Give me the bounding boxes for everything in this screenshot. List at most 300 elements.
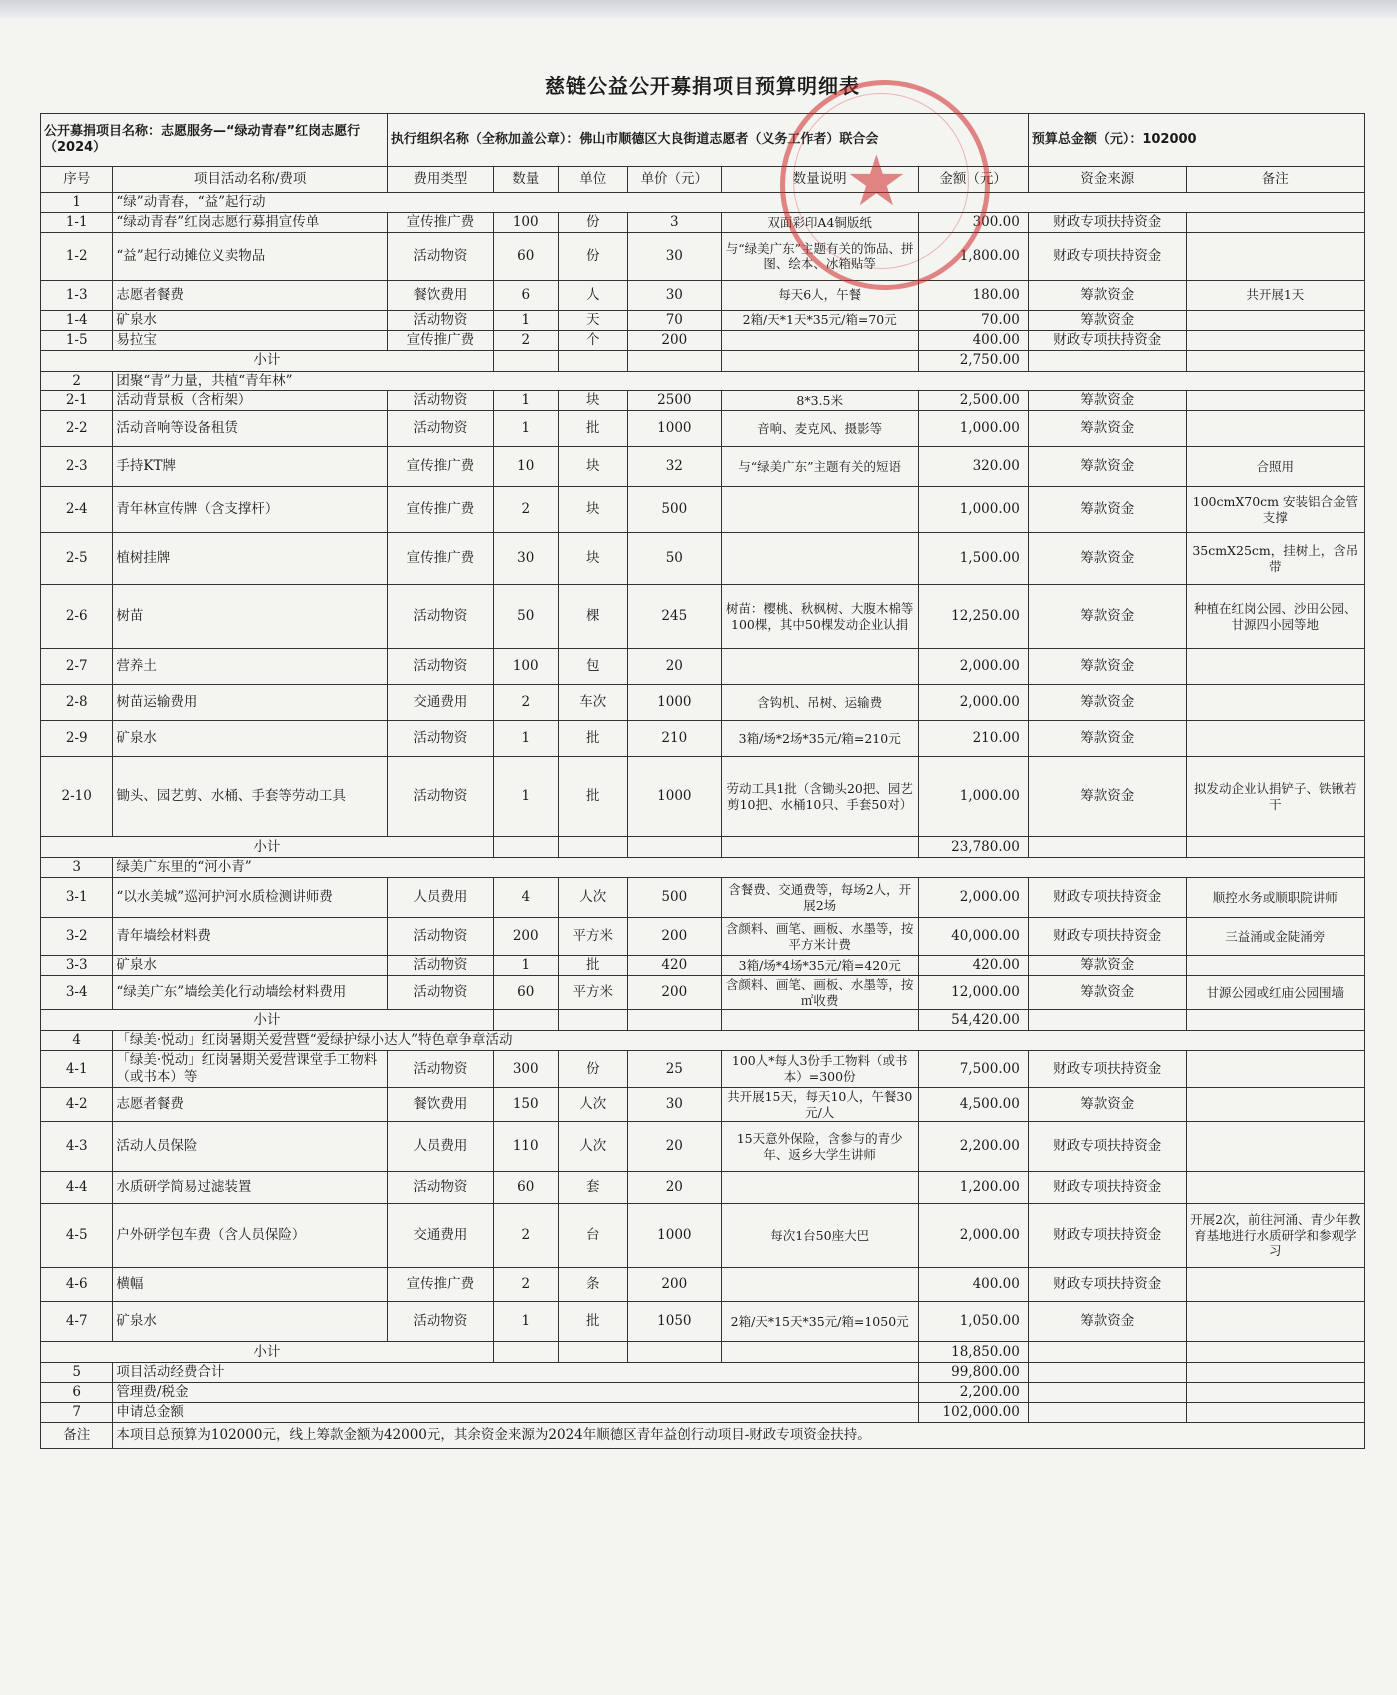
- org-name-cell: 执行组织名称（全称加盖公章）：佛山市顺德区大良街道志愿者（义务工作者）联合会: [387, 114, 1028, 167]
- unit: 平方米: [558, 976, 627, 1010]
- empty-cell: [1028, 1363, 1186, 1383]
- unit: 块: [558, 391, 627, 411]
- subtotal-label: 小计: [41, 350, 494, 371]
- subtotal-row: [41, 1342, 1365, 1363]
- unit: 棵: [558, 585, 627, 649]
- subtotal-row: [41, 837, 1365, 858]
- cost-type: 活动物资: [387, 232, 493, 280]
- total-number: 6: [41, 1383, 113, 1403]
- amount: 40,000.00: [918, 918, 1028, 956]
- fund-source: 筹款资金: [1028, 976, 1186, 1010]
- section-row: [41, 193, 1365, 213]
- unit-price: 3: [627, 212, 721, 232]
- cost-type: 宣传推广费: [387, 533, 493, 585]
- total-number: 5: [41, 1363, 113, 1383]
- section-name: 团聚“青”力量，共植“青年林”: [113, 371, 1365, 391]
- item-name: 矿泉水: [113, 310, 388, 330]
- unit-price: 2500: [627, 391, 721, 411]
- amount: 1,000.00: [918, 411, 1028, 447]
- remark: 共开展1天: [1186, 280, 1364, 310]
- quantity: 60: [493, 976, 558, 1010]
- amount: 320.00: [918, 447, 1028, 487]
- quantity: 1: [493, 391, 558, 411]
- amount: 1,000.00: [918, 757, 1028, 837]
- cost-type: 人员费用: [387, 878, 493, 918]
- empty-cell: [1028, 350, 1186, 371]
- header-row: [41, 167, 1365, 193]
- empty-cell: [1186, 1010, 1364, 1031]
- item-name: “绿动青春”红岗志愿行募捐宣传单: [113, 212, 388, 232]
- fund-source: 筹款资金: [1028, 757, 1186, 837]
- column-header: 序号: [41, 167, 113, 193]
- unit-price: 30: [627, 280, 721, 310]
- quantity-note: [721, 1268, 918, 1302]
- unit-price: 1000: [627, 757, 721, 837]
- unit: 批: [558, 721, 627, 757]
- amount: 1,800.00: [918, 232, 1028, 280]
- empty-cell: [1186, 1402, 1364, 1422]
- quantity-note: 2箱/天*15天*35元/箱=1050元: [721, 1302, 918, 1342]
- remark: 合照用: [1186, 447, 1364, 487]
- remark: 100cmX70cm 安装铝合金管支撑: [1186, 487, 1364, 533]
- cost-type: 宣传推广费: [387, 1268, 493, 1302]
- row-number: 4-6: [41, 1268, 113, 1302]
- fund-source: 筹款资金: [1028, 487, 1186, 533]
- quantity: 1: [493, 956, 558, 976]
- table-row: [41, 956, 1365, 976]
- subtotal-row: [41, 1010, 1365, 1031]
- total-amount: 99,800.00: [918, 1363, 1028, 1383]
- item-name: 锄头、园艺剪、水桶、手套等劳动工具: [113, 757, 388, 837]
- subtotal-row: [41, 350, 1365, 371]
- quantity: 1: [493, 1302, 558, 1342]
- item-name: 水质研学简易过滤装置: [113, 1172, 388, 1204]
- column-header: 金额（元）: [918, 167, 1028, 193]
- unit-price: 1050: [627, 1302, 721, 1342]
- unit: 批: [558, 757, 627, 837]
- row-number: 4-5: [41, 1204, 113, 1268]
- item-name: 活动音响等设备租赁: [113, 411, 388, 447]
- fund-source: 财政专项扶持资金: [1028, 232, 1186, 280]
- quantity: 100: [493, 649, 558, 685]
- amount: 400.00: [918, 330, 1028, 350]
- amount: 2,500.00: [918, 391, 1028, 411]
- fund-source: 筹款资金: [1028, 411, 1186, 447]
- quantity-note: [721, 330, 918, 350]
- table-row: [41, 878, 1365, 918]
- column-header: 数量说明: [721, 167, 918, 193]
- section-name: 绿美广东里的“河小青”: [113, 858, 1365, 878]
- empty-cell: [627, 350, 721, 371]
- fund-source: 财政专项扶持资金: [1028, 1122, 1186, 1172]
- empty-cell: [627, 1010, 721, 1031]
- cost-type: 宣传推广费: [387, 330, 493, 350]
- cost-type: 活动物资: [387, 310, 493, 330]
- item-name: “益”起行动摊位义卖物品: [113, 232, 388, 280]
- item-name: 树苗运输费用: [113, 685, 388, 721]
- unit: 份: [558, 232, 627, 280]
- quantity-note: 含颜料、画笔、画板、水墨等，按平方米计费: [721, 918, 918, 956]
- empty-cell: [721, 1010, 918, 1031]
- quantity-note: [721, 487, 918, 533]
- unit: 批: [558, 411, 627, 447]
- unit-price: 200: [627, 976, 721, 1010]
- empty-cell: [627, 1342, 721, 1363]
- unit: 人次: [558, 1122, 627, 1172]
- table-row: [41, 1051, 1365, 1088]
- row-number: 3-2: [41, 918, 113, 956]
- remark-text: 本项目总预算为102000元，线上筹款金额为42000元，其余资金来源为2024年顺德区青年益创行动项目-财政专项资金扶持。: [113, 1422, 1365, 1448]
- row-number: 4-1: [41, 1051, 113, 1088]
- fund-source: 筹款资金: [1028, 685, 1186, 721]
- fund-source: 财政专项扶持资金: [1028, 1268, 1186, 1302]
- empty-cell: [493, 837, 558, 858]
- item-name: 矿泉水: [113, 956, 388, 976]
- unit-price: 32: [627, 447, 721, 487]
- item-name: 青年林宣传牌（含支撑杆）: [113, 487, 388, 533]
- unit-price: 1000: [627, 411, 721, 447]
- table-row: [41, 1122, 1365, 1172]
- table-row: [41, 1172, 1365, 1204]
- fund-source: 财政专项扶持资金: [1028, 1051, 1186, 1088]
- unit: 条: [558, 1268, 627, 1302]
- quantity: 60: [493, 1172, 558, 1204]
- quantity: 150: [493, 1087, 558, 1121]
- subtotal-amount: 18,850.00: [918, 1342, 1028, 1363]
- empty-cell: [1186, 837, 1364, 858]
- item-name: 横幅: [113, 1268, 388, 1302]
- amount: 2,000.00: [918, 649, 1028, 685]
- remark: [1186, 212, 1364, 232]
- quantity: 200: [493, 918, 558, 956]
- row-number: 2-8: [41, 685, 113, 721]
- unit-price: 20: [627, 649, 721, 685]
- cost-type: 活动物资: [387, 721, 493, 757]
- cost-type: 活动物资: [387, 585, 493, 649]
- empty-cell: [493, 1342, 558, 1363]
- total-name: 管理费/税金: [113, 1383, 918, 1403]
- quantity: 4: [493, 878, 558, 918]
- empty-cell: [1028, 1010, 1186, 1031]
- cost-type: 活动物资: [387, 757, 493, 837]
- unit: 批: [558, 956, 627, 976]
- unit-price: 500: [627, 878, 721, 918]
- amount: 1,200.00: [918, 1172, 1028, 1204]
- quantity: 10: [493, 447, 558, 487]
- cost-type: 活动物资: [387, 918, 493, 956]
- total-amount: 102,000.00: [918, 1402, 1028, 1422]
- amount: 4,500.00: [918, 1087, 1028, 1121]
- quantity-note: 3箱/场*2场*35元/箱=210元: [721, 721, 918, 757]
- quantity-note: 音响、麦克风、摄影等: [721, 411, 918, 447]
- unit: 人次: [558, 1087, 627, 1121]
- remark: [1186, 310, 1364, 330]
- unit-price: 20: [627, 1122, 721, 1172]
- fund-source: 财政专项扶持资金: [1028, 1204, 1186, 1268]
- remark: 种植在红岗公园、沙田公园、甘源四小园等地: [1186, 585, 1364, 649]
- table-row: [41, 1204, 1365, 1268]
- remark: [1186, 1087, 1364, 1121]
- subtotal-label: 小计: [41, 1010, 494, 1031]
- subtotal-amount: 2,750.00: [918, 350, 1028, 371]
- fund-source: 筹款资金: [1028, 1087, 1186, 1121]
- table-row: [41, 330, 1365, 350]
- fund-source: 筹款资金: [1028, 1302, 1186, 1342]
- quantity-note: 2箱/天*1天*35元/箱=70元: [721, 310, 918, 330]
- item-name: 户外研学包车费（含人员保险）: [113, 1204, 388, 1268]
- section-number: 1: [41, 193, 113, 213]
- total-name: 项目活动经费合计: [113, 1363, 918, 1383]
- row-number: 2-10: [41, 757, 113, 837]
- cost-type: 活动物资: [387, 976, 493, 1010]
- row-number: 2-5: [41, 533, 113, 585]
- empty-cell: [558, 350, 627, 371]
- empty-cell: [1186, 350, 1364, 371]
- table-row: [41, 533, 1365, 585]
- quantity-note: [721, 533, 918, 585]
- remark: [1186, 1268, 1364, 1302]
- table-row: [41, 1268, 1365, 1302]
- amount: 2,000.00: [918, 1204, 1028, 1268]
- cost-type: 宣传推广费: [387, 487, 493, 533]
- subtotal-label: 小计: [41, 837, 494, 858]
- quantity-note: 含颜料、画笔、画板、水墨等，按㎡收费: [721, 976, 918, 1010]
- table-row: [41, 649, 1365, 685]
- item-name: 志愿者餐费: [113, 1087, 388, 1121]
- unit-price: 25: [627, 1051, 721, 1088]
- quantity-note: [721, 1172, 918, 1204]
- table-row: [41, 447, 1365, 487]
- remark: 开展2次，前往河涌、青少年教育基地进行水质研学和参观学习: [1186, 1204, 1364, 1268]
- amount: 2,000.00: [918, 878, 1028, 918]
- amount: 7,500.00: [918, 1051, 1028, 1088]
- unit-price: 420: [627, 956, 721, 976]
- cost-type: 活动物资: [387, 411, 493, 447]
- total-row: [41, 1402, 1365, 1422]
- project-name-cell: 公开募捐项目名称：志愿服务—“绿动青春”红岗志愿行（2024）: [41, 114, 388, 167]
- remark: [1186, 1172, 1364, 1204]
- empty-cell: [1028, 837, 1186, 858]
- section-number: 2: [41, 371, 113, 391]
- item-name: 手持KT牌: [113, 447, 388, 487]
- fund-source: 筹款资金: [1028, 280, 1186, 310]
- table-row: [41, 1302, 1365, 1342]
- row-number: 4-4: [41, 1172, 113, 1204]
- quantity-note: 3箱/场*4场*35元/箱=420元: [721, 956, 918, 976]
- item-name: 植树挂牌: [113, 533, 388, 585]
- cost-type: 活动物资: [387, 1302, 493, 1342]
- quantity-note: 与“绿美广东”主题有关的饰品、拼图、绘本、冰箱贴等: [721, 232, 918, 280]
- table-row: [41, 487, 1365, 533]
- table-row: [41, 411, 1365, 447]
- quantity: 110: [493, 1122, 558, 1172]
- amount: 70.00: [918, 310, 1028, 330]
- quantity: 2: [493, 1204, 558, 1268]
- column-header: 单价（元）: [627, 167, 721, 193]
- total-amount: 2,200.00: [918, 1383, 1028, 1403]
- unit: 人次: [558, 878, 627, 918]
- item-name: 营养土: [113, 649, 388, 685]
- fund-source: 筹款资金: [1028, 956, 1186, 976]
- cost-type: 餐饮费用: [387, 280, 493, 310]
- cost-type: 宣传推广费: [387, 212, 493, 232]
- empty-cell: [1186, 1383, 1364, 1403]
- row-number: 1-1: [41, 212, 113, 232]
- cost-type: 交通费用: [387, 1204, 493, 1268]
- quantity: 1: [493, 310, 558, 330]
- row-number: 2-9: [41, 721, 113, 757]
- table-row: [41, 232, 1365, 280]
- info-row: [41, 114, 1365, 167]
- fund-source: 财政专项扶持资金: [1028, 918, 1186, 956]
- remark: 三益涌或金陡涌旁: [1186, 918, 1364, 956]
- column-header: 单位: [558, 167, 627, 193]
- table-row: [41, 391, 1365, 411]
- row-number: 2-7: [41, 649, 113, 685]
- column-header: 备注: [1186, 167, 1364, 193]
- remark: [1186, 1122, 1364, 1172]
- remark: [1186, 411, 1364, 447]
- budget-table: [40, 113, 1365, 1449]
- row-number: 1-2: [41, 232, 113, 280]
- amount: 210.00: [918, 721, 1028, 757]
- column-header: 数量: [493, 167, 558, 193]
- subtotal-amount: 54,420.00: [918, 1010, 1028, 1031]
- item-name: 活动人员保险: [113, 1122, 388, 1172]
- amount: 12,250.00: [918, 585, 1028, 649]
- amount: 1,050.00: [918, 1302, 1028, 1342]
- unit-price: 30: [627, 1087, 721, 1121]
- row-number: 2-4: [41, 487, 113, 533]
- unit: 批: [558, 1302, 627, 1342]
- amount: 300.00: [918, 212, 1028, 232]
- table-row: [41, 212, 1365, 232]
- amount: 1,000.00: [918, 487, 1028, 533]
- unit-price: 50: [627, 533, 721, 585]
- empty-cell: [721, 1342, 918, 1363]
- amount: 2,200.00: [918, 1122, 1028, 1172]
- item-name: 易拉宝: [113, 330, 388, 350]
- section-row: [41, 1031, 1365, 1051]
- unit: 套: [558, 1172, 627, 1204]
- fund-source: 筹款资金: [1028, 310, 1186, 330]
- row-number: 3-4: [41, 976, 113, 1010]
- unit-price: 500: [627, 487, 721, 533]
- item-name: 矿泉水: [113, 1302, 388, 1342]
- quantity: 1: [493, 411, 558, 447]
- remark: [1186, 391, 1364, 411]
- cost-type: 活动物资: [387, 956, 493, 976]
- unit: 包: [558, 649, 627, 685]
- item-name: 「绿美·悦动」红岗暑期关爱营课堂手工物料（或书本）等: [113, 1051, 388, 1088]
- unit-price: 200: [627, 1268, 721, 1302]
- amount: 2,000.00: [918, 685, 1028, 721]
- quantity-note: 100人*每人3份手工物料（或书本）=300份: [721, 1051, 918, 1088]
- item-name: 活动背景板（含桁架）: [113, 391, 388, 411]
- remark-label: 备注: [41, 1422, 113, 1448]
- unit: 车次: [558, 685, 627, 721]
- remark: [1186, 685, 1364, 721]
- fund-source: 筹款资金: [1028, 585, 1186, 649]
- fund-source: 筹款资金: [1028, 447, 1186, 487]
- item-name: 矿泉水: [113, 721, 388, 757]
- cost-type: 活动物资: [387, 1172, 493, 1204]
- table-row: [41, 721, 1365, 757]
- unit-price: 1000: [627, 685, 721, 721]
- cost-type: 餐饮费用: [387, 1087, 493, 1121]
- empty-cell: [558, 1010, 627, 1031]
- empty-cell: [1028, 1383, 1186, 1403]
- photo-top-edge: [0, 0, 1397, 18]
- unit: 块: [558, 487, 627, 533]
- empty-cell: [493, 350, 558, 371]
- unit-price: 245: [627, 585, 721, 649]
- unit: 块: [558, 447, 627, 487]
- section-name: 「绿美·悦动」红岗暑期关爱营暨“爱绿护绿小达人”特色章争章活动: [113, 1031, 1365, 1051]
- unit-price: 70: [627, 310, 721, 330]
- budget-sheet: [40, 60, 1365, 1449]
- amount: 400.00: [918, 1268, 1028, 1302]
- table-row: [41, 976, 1365, 1010]
- column-header: 费用类型: [387, 167, 493, 193]
- total-row: [41, 1383, 1365, 1403]
- row-number: 4-3: [41, 1122, 113, 1172]
- cost-type: 活动物资: [387, 391, 493, 411]
- empty-cell: [493, 1010, 558, 1031]
- row-number: 2-2: [41, 411, 113, 447]
- cost-type: 人员费用: [387, 1122, 493, 1172]
- remark: 35cmX25cm，挂树上，含吊带: [1186, 533, 1364, 585]
- subtotal-amount: 23,780.00: [918, 837, 1028, 858]
- table-row: [41, 1087, 1365, 1121]
- row-number: 2-1: [41, 391, 113, 411]
- fund-source: 财政专项扶持资金: [1028, 1172, 1186, 1204]
- quantity: 2: [493, 487, 558, 533]
- cost-type: 活动物资: [387, 1051, 493, 1088]
- item-name: “以水美城”巡河护河水质检测讲师费: [113, 878, 388, 918]
- cost-type: 活动物资: [387, 649, 493, 685]
- row-number: 1-4: [41, 310, 113, 330]
- quantity: 2: [493, 1268, 558, 1302]
- row-number: 2-3: [41, 447, 113, 487]
- total-row: [41, 1363, 1365, 1383]
- table-row: [41, 585, 1365, 649]
- empty-cell: [558, 1342, 627, 1363]
- table-row: [41, 757, 1365, 837]
- quantity-note: 8*3.5米: [721, 391, 918, 411]
- unit: 块: [558, 533, 627, 585]
- remark: [1186, 649, 1364, 685]
- row-number: 3-1: [41, 878, 113, 918]
- amount: 180.00: [918, 280, 1028, 310]
- quantity-note: 树苗：樱桃、秋枫树、大腹木棉等100棵，其中50棵发动企业认捐: [721, 585, 918, 649]
- quantity-note: 15天意外保险，含参与的青少年、返乡大学生讲师: [721, 1122, 918, 1172]
- unit-price: 200: [627, 330, 721, 350]
- empty-cell: [1186, 1342, 1364, 1363]
- quantity: 2: [493, 685, 558, 721]
- table-row: [41, 310, 1365, 330]
- empty-cell: [721, 350, 918, 371]
- empty-cell: [1028, 1342, 1186, 1363]
- total-budget-cell: 预算总金额（元）：102000: [1028, 114, 1364, 167]
- remark: 顺控水务或顺职院讲师: [1186, 878, 1364, 918]
- unit-price: 1000: [627, 1204, 721, 1268]
- quantity: 100: [493, 212, 558, 232]
- fund-source: 财政专项扶持资金: [1028, 212, 1186, 232]
- unit-price: 200: [627, 918, 721, 956]
- remark: [1186, 232, 1364, 280]
- remark-row: [41, 1422, 1365, 1448]
